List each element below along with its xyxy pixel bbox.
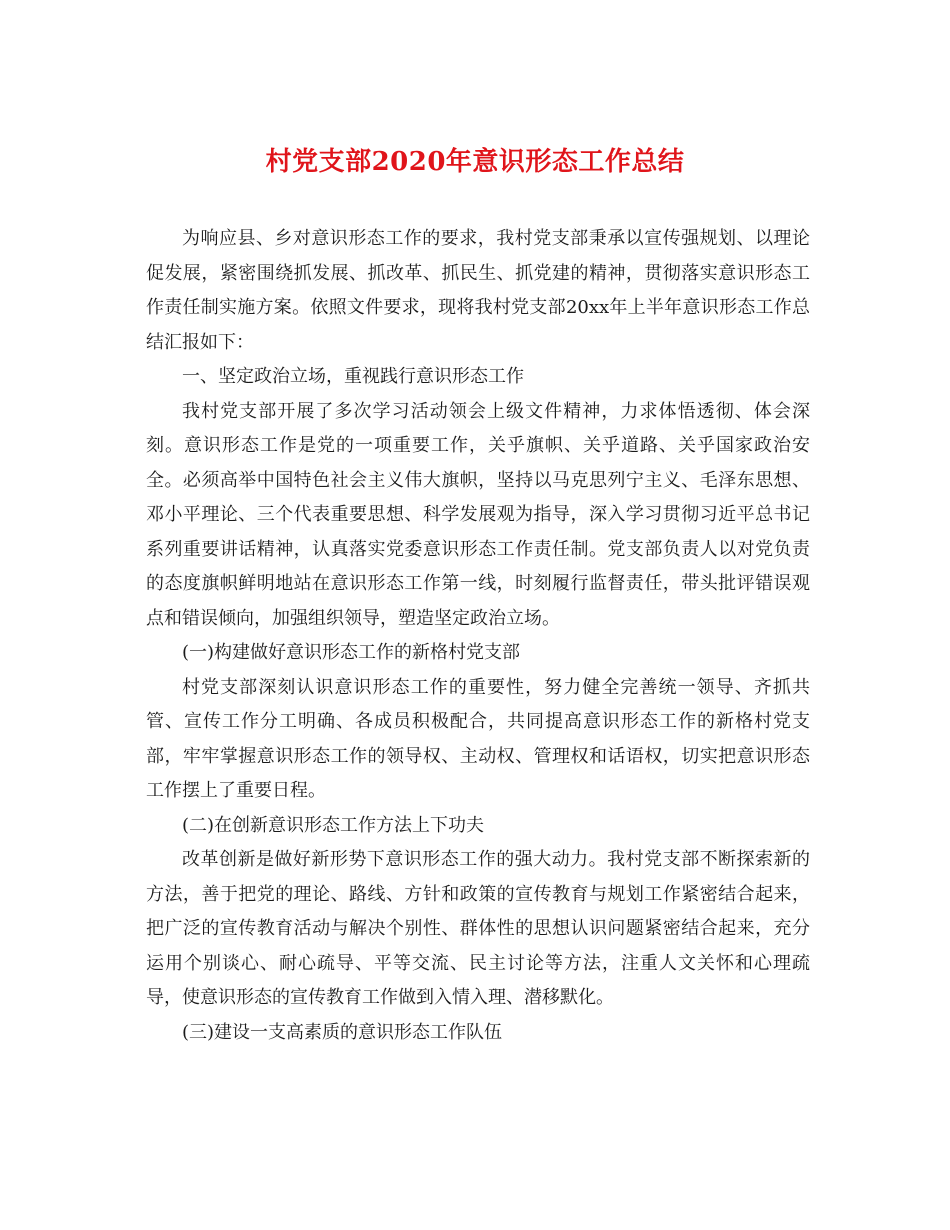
subsection-heading-3: (三)建设一支高素质的意识形态工作队伍 bbox=[182, 1021, 503, 1043]
section-heading-1: 一、坚定政治立场，重视践行意识形态工作 bbox=[182, 366, 524, 387]
subsection-heading-1: (一)构建做好意识形态工作的新格村党支部 bbox=[182, 642, 521, 663]
paragraph-intro: 为响应县、乡对意识形态工作的要求，我村党支部秉承以宣传强规划、以理论促发展，紧密围绕抓发展、抓改革、抓民生、抓党建的精神，贯彻落实意识形态工作责任制实施方案。依照文件要求，现将我村党支部20xx年上半年意识形态工作总结汇报如下： bbox=[146, 228, 810, 353]
subsection-heading-2: (二)在创新意识形态工作方法上下功夫 bbox=[182, 814, 485, 836]
paragraph-subsection-2: 改革创新是做好新形势下意识形态工作的强大动力。我村党支部不断探索新的方法，善于把党的理论、路线、方针和政策的宣传教育与规划工作紧密结合起来，把广泛的宣传教育活动与解决个别性、群体性的思想认识问题紧密结合起来，充分运用个别谈心、耐心疏导、平等交流、民主讨论等方法，注重人文关怀和心理疏导，使意识形态的宣传教育工作做到入情入理、潜移默化。 bbox=[146, 849, 810, 1008]
paragraph-section-1: 我村党支部开展了多次学习活动领会上级文件精神，力求体悟透彻、体会深刻。意识形态工作是党的一项重要工作，关乎旗帜、关乎道路、关乎国家政治安全。必须高举中国特色社会主义伟大旗帜，坚持以马克思列宁主义、毛泽东思想、邓小平理论、三个代表重要思想、科学发展观为指导，深入学习贯彻习近平总书记系列重要讲话精神，认真落实党委意识形态工作责任制。党支部负责人以对党负责的态度旗帜鲜明地站在意识形态工作第一线，时刻履行监督责任，带头批评错误观点和错误倾向，加强组织领导，塑造坚定政治立场。 bbox=[146, 400, 810, 629]
paragraph-subsection-1: 村党支部深刻认识意识形态工作的重要性，努力健全完善统一领导、齐抓共管、宣传工作分工明确、各成员积极配合，共同提高意识形态工作的新格村党支部，牢牢掌握意识形态工作的领导权、主动权、管理权和话语权，切实把意识形态工作摆上了重要日程。 bbox=[146, 676, 810, 801]
document-body bbox=[146, 222, 810, 1050]
document-title: 村党支部2020年意识形态工作总结 bbox=[265, 147, 685, 177]
